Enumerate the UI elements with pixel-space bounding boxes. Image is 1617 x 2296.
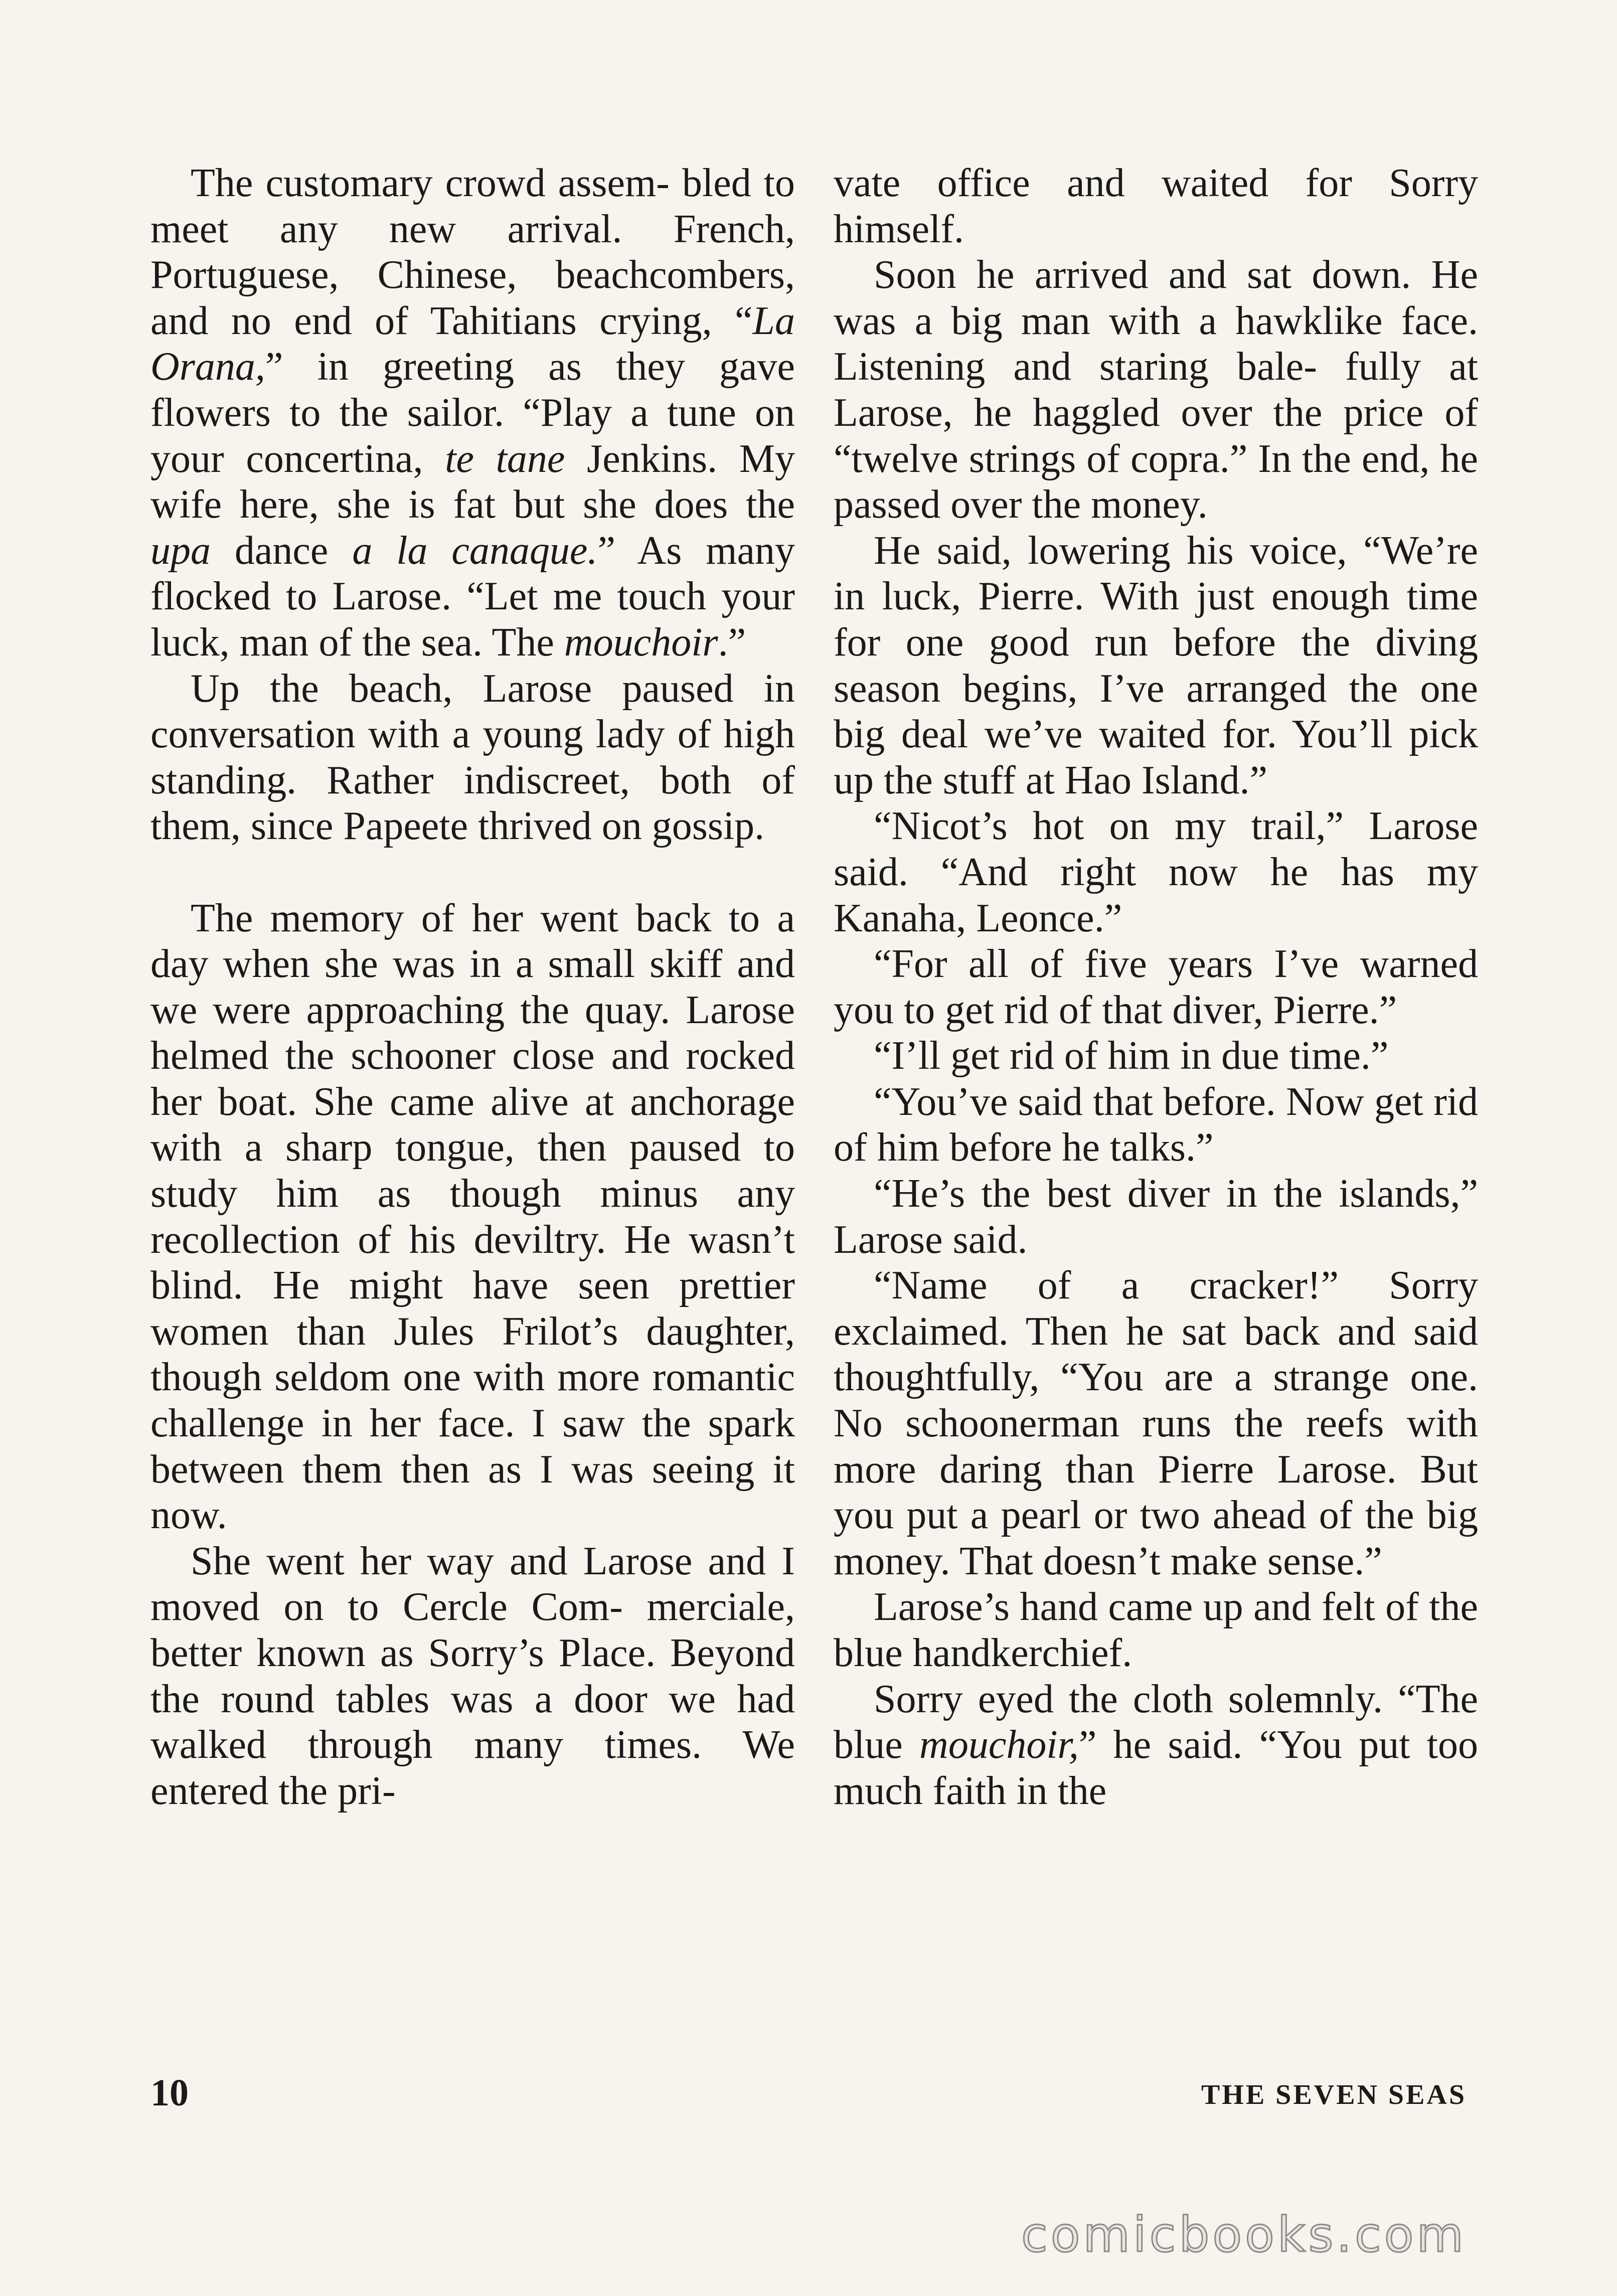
paragraph: She went her way and Larose and I moved on to Cercle Com- merciale, better known as Sorry’s Place. Beyond the round tables was a door we had walked through many times. We entered the pri- [150, 1539, 795, 1813]
paragraph: “I’ll get rid of him in due time.” [874, 1034, 1389, 1078]
page-number: 10 [150, 2072, 189, 2114]
right-text-column [834, 160, 1478, 1814]
paragraph: Up the beach, Larose paused in conversation with a young lady of high standing. Rather indiscreet, both of them, since Papeete thrived on gossip. [150, 666, 795, 849]
paragraph: “You’ve said that before. Now get rid of him before he talks.” [834, 1079, 1478, 1170]
paragraph: vate office and waited for Sorry himself. [834, 161, 1478, 251]
magazine-title: THE SEVEN SEAS [1201, 2079, 1467, 2110]
paragraph: He said, lowering his voice, “We’re in luck, Pierre. With just enough time for one good run before the diving season begins, I’ve arranged the one big deal we’ve waited for. You’ll pick up the stuff at Hao Island.” [834, 528, 1478, 802]
paragraph: “Name of a cracker!” Sorry exclaimed. Then he sat back and said thoughtfully, “You are a strange one. No schoonerman runs the reefs with more daring than Pierre Larose. But you put a pearl or two ahead of the big money. That doesn’t make sense.” [834, 1263, 1478, 1583]
paragraph: The customary crowd assem- bled to meet any new arrival. French, Portuguese, Chinese, beachcombers, and no end of Tahitians crying, “La Orana,” in greeting as they gave flowers to the sailor. “Play a tune on your concertina, te tane Jenkins. My wife here, she is fat but she does the upa dance a la canaque.” As many flocked to Larose. “Let me touch your luck, man of the sea. The mouchoir.” [150, 161, 795, 665]
paragraph: The memory of her went back to a day when she was in a small skiff and we were approaching the quay. Larose helmed the schooner close and rocked her boat. She came alive at anchorage with a sharp tongue, then paused to study him as though minus any recollection of his deviltry. He wasn’t blind. He might have seen prettier women than Jules Frilot’s daughter, though seldom one with more romantic challenge in her face. I saw the spark between them then as I was seeing it now. [150, 896, 795, 1538]
left-text-column [150, 160, 795, 1814]
watermark: comicbooks.com [1021, 2207, 1467, 2263]
paragraph: “Nicot’s hot on my trail,” Larose said. “And right now he has my Kanaha, Leonce.” [834, 804, 1478, 940]
paragraph: Sorry eyed the cloth solemnly. “The blue mouchoir,” he said. “You put too much faith in the [834, 1677, 1478, 1813]
paragraph: Soon he arrived and sat down. He was a big man with a hawklike face. Listening and staring bale- fully at Larose, he haggled over the price of “twelve strings of copra.” In the end, he passed over the money. [834, 253, 1478, 527]
paragraph: “For all of five years I’ve warned you to get rid of that diver, Pierre.” [834, 942, 1478, 1032]
paragraph: Larose’s hand came up and felt of the blue handkerchief. [834, 1585, 1478, 1675]
paragraph: “He’s the best diver in the islands,” Larose said. [834, 1172, 1478, 1262]
